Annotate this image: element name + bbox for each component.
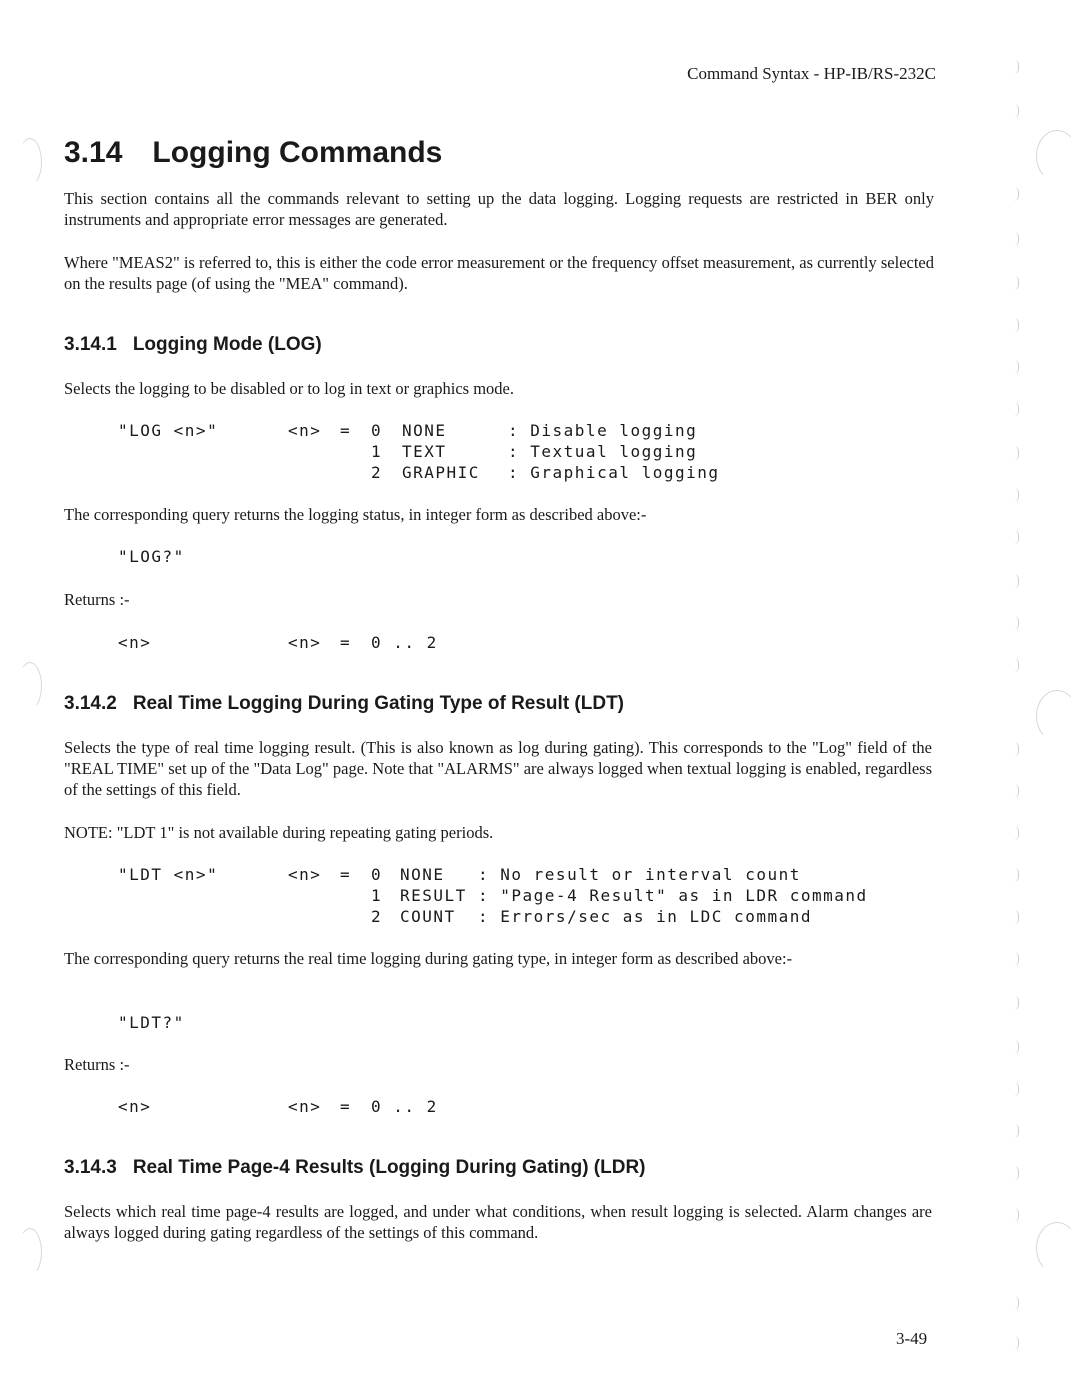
option-value: 2 (371, 907, 383, 926)
option-name: GRAPHIC (402, 463, 480, 482)
ldt-return-n: <n> (118, 1097, 152, 1116)
subsection-number: 3.14.1 (64, 334, 117, 355)
ldt-description: Selects the type of real time logging result. (This is also known as log during gating). This corresponds to the "Log" field of the "REAL TIME" set up of the "Data Log" page. Note that "ALARMS" are always logged when textual logging is enabled, regardless of the settings of this field. (64, 738, 932, 799)
option-desc: : Disable logging (508, 421, 698, 440)
subsection-title: Real Time Logging During Gating Type of Result (LDT) (132, 693, 625, 714)
running-header: Command Syntax - HP-IB/RS-232C (687, 64, 936, 83)
ldt-return-range: 0 .. 2 (371, 1097, 438, 1116)
subsection-heading-log (64, 334, 322, 356)
option-value: 1 (371, 442, 383, 461)
punch-hole-bottom-right (1036, 1222, 1078, 1274)
log-description: Selects the logging to be disabled or to log in text or graphics mode. (64, 379, 514, 398)
log-equals: = (340, 421, 352, 440)
punch-hole-top-left (18, 138, 42, 186)
ldt-query-description: The corresponding query returns the real time logging during gating type, in integer form as described above:- (64, 949, 793, 968)
log-returns-label: Returns :- (64, 590, 130, 609)
page-number: 3-49 (896, 1329, 928, 1348)
intro-paragraph-2: Where "MEAS2" is referred to, this is either the code error measurement or the frequency offset measurement, as currently selected on the results page (of using the "MEA" command). (64, 253, 934, 293)
subsection-number: 3.14.3 (64, 1157, 117, 1178)
subsection-heading-ldt (64, 693, 624, 715)
section-title (64, 136, 442, 170)
log-param: <n> (288, 421, 322, 440)
option-desc: : Graphical logging (508, 463, 720, 482)
ldt-equals: = (340, 865, 352, 884)
option-name: TEXT (402, 442, 447, 461)
log-query-description: The corresponding query returns the logging status, in integer form as described above:- (64, 505, 647, 524)
subsection-title: Real Time Page-4 Results (Logging During Gating) (LDR) (132, 1157, 646, 1178)
log-return-equals: = (340, 633, 352, 652)
option-value: 0 (371, 421, 383, 440)
ldt-return-equals: = (340, 1097, 352, 1116)
option-name: NONE (400, 865, 445, 884)
ldt-command: "LDT <n>" (118, 865, 219, 884)
ldt-param: <n> (288, 865, 322, 884)
option-desc: : Textual logging (508, 442, 698, 461)
log-return-n: <n> (118, 633, 152, 652)
option-value: 1 (371, 886, 383, 905)
option-desc: : No result or interval count (478, 865, 801, 884)
option-value: 0 (371, 865, 383, 884)
log-command: "LOG <n>" (118, 421, 219, 440)
intro-paragraph-1: This section contains all the commands relevant to setting up the data logging. Logging requests are restricted in BER only instruments and appropriate error messages are generated. (64, 189, 934, 229)
subsection-number: 3.14.2 (64, 693, 117, 714)
punch-hole-top-right (1036, 130, 1078, 182)
punch-hole-mid-right (1036, 690, 1078, 742)
section-title-text: Logging Commands (152, 136, 443, 169)
log-return-range: 0 .. 2 (371, 633, 438, 652)
subsection-title: Logging Mode (LOG) (132, 334, 322, 355)
ldr-description: Selects which real time page-4 results are logged, and under what conditions, when result logging is selected. Alarm changes are always logged during gating regardless of the settings of this command. (64, 1202, 932, 1242)
ldt-returns-label: Returns :- (64, 1055, 130, 1074)
punch-hole-bottom-left (18, 1228, 42, 1276)
section-number: 3.14 (64, 136, 123, 169)
option-value: 2 (371, 463, 383, 482)
option-name: NONE (402, 421, 447, 440)
option-desc: : Errors/sec as in LDC command (478, 907, 812, 926)
option-name: RESULT (400, 886, 467, 905)
ldt-query: "LDT?" (118, 1013, 185, 1032)
log-return-param: <n> (288, 633, 322, 652)
punch-hole-mid-left (18, 662, 42, 710)
subsection-heading-ldr (64, 1157, 646, 1179)
option-desc: : "Page-4 Result" as in LDR command (478, 886, 868, 905)
ldt-return-param: <n> (288, 1097, 322, 1116)
log-query: "LOG?" (118, 547, 185, 566)
option-name: COUNT (400, 907, 456, 926)
ldt-note: NOTE: "LDT 1" is not available during repeating gating periods. (64, 823, 494, 842)
